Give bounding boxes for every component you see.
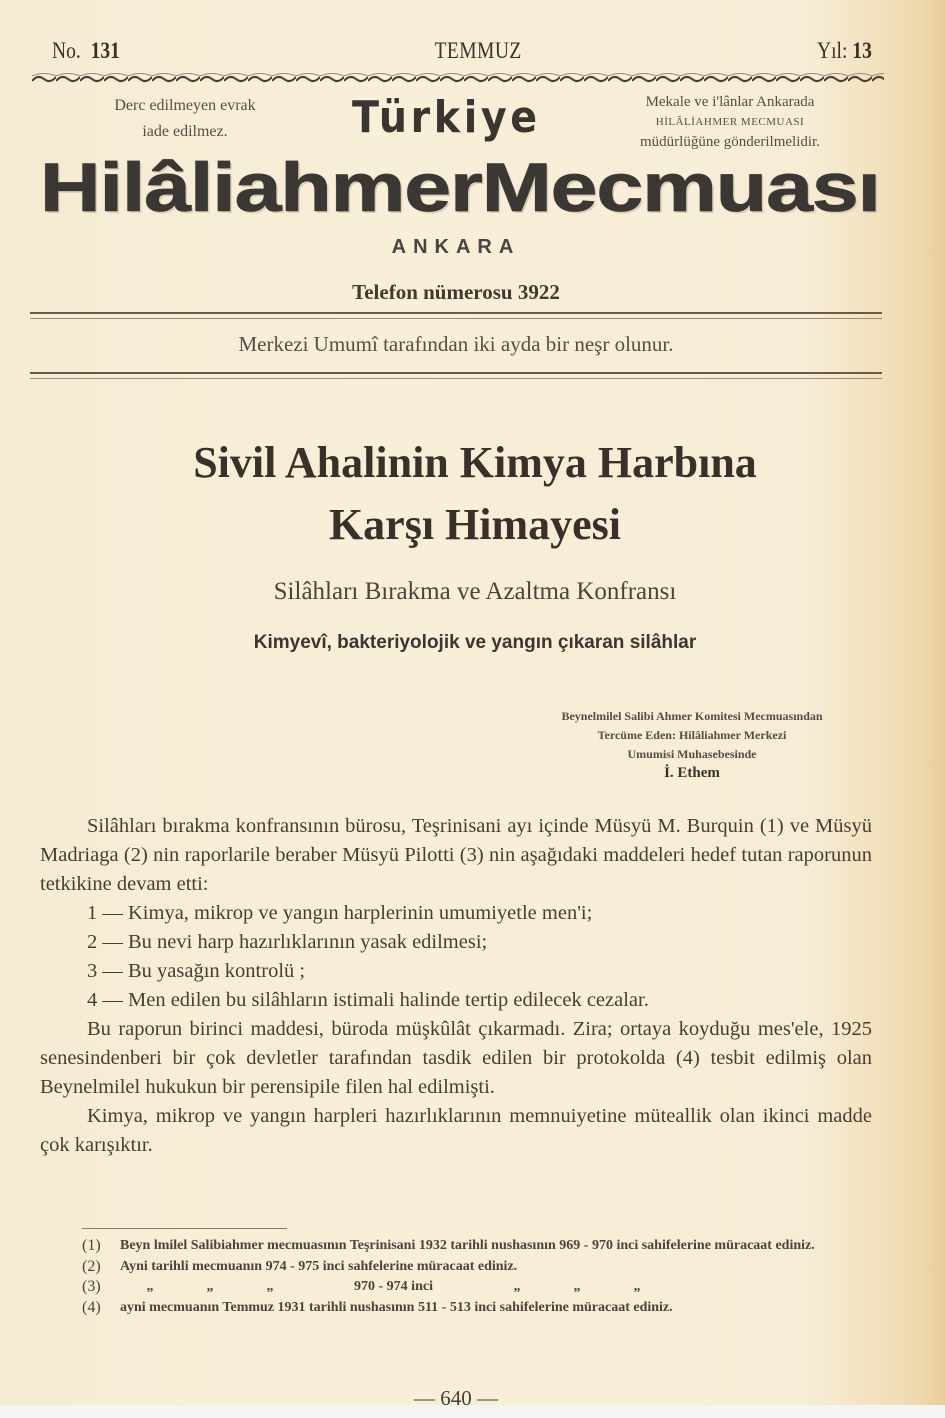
footnote: (3) „ „ „ 970 - 974 inci „ „ „	[82, 1278, 641, 1295]
footnote-divider	[82, 1228, 287, 1229]
phone-number: Telefon nümerosu 3922	[352, 280, 560, 304]
notice-right: Mekale ve i'lânlar Ankarada HİLÂLİAHMER MECMUASI müdürlüğüne gönderilmelidir.	[640, 94, 820, 150]
issue-number: No. 131	[52, 38, 120, 63]
divider-rule	[30, 312, 882, 319]
list-item: 2 — Bu nevi harp hazırlıklarının yasak edilmesi;	[87, 931, 488, 953]
list-item: 1 — Kimya, mikrop ve yangın harplerinin umumiyetle men'i;	[87, 902, 593, 924]
list-item: 4 — Men edilen bu silâhların istimali halinde tertip edilecek cezalar.	[87, 989, 649, 1011]
publication-note: Merkezi Umumî tarafından iki ayda bir neşr olunur.	[238, 332, 674, 356]
notice-left: Derc edilmeyen evrak iade edilmez.	[114, 97, 256, 140]
footnote: (4) ayni mecmuanın Temmuz 1931 tarihli nushasının 511 - 513 inci sahifelerine müracaat ediniz.	[82, 1298, 673, 1316]
article-subtitle: Silâhları Bırakma ve Azaltma Konfransı	[273, 578, 677, 605]
country-title: Türkiye	[352, 92, 541, 143]
footnote: (2) Ayni tarihli mecmuanın 974 - 975 inci sahfelerine müracaat ediniz.	[82, 1257, 518, 1275]
masthead-top-row	[52, 38, 872, 66]
article-credits: Beynelmilel Salibi Ahmer Komitesi Mecmuasından Tercüme Eden: Hilâliahmer Merkezi Umumisi Muhasebesinde İ. Ethem	[492, 707, 892, 783]
footnotes	[82, 1236, 882, 1318]
paragraph: Bu raporun birinci maddesi, büroda müşkûlât çıkarmadı. Zira; ortaya koyduğu mes'ele, 1925 senesindenberi bir çok devletler tarafından tasdik edilen bir protokolda (4) tesbit edilmiş olan Beynelmilel hukukun bir perensipile filen hal edilmişti.	[40, 1018, 872, 1098]
issue-month: TEMMUZ	[434, 38, 522, 63]
issue-year: Yıl: 13	[817, 38, 872, 63]
list-item: 3 — Bu yasağın kontrolü ;	[87, 960, 306, 982]
paragraph: Silâhları bırakma konfransının bürosu, Teşrinisani ayı içinde Müsyü M. Burquin (1) ve Müsyü Madriaga (2) nin raporlarile beraber Müsyü Pilotti (3) nin aşağıdaki maddeleri hedef tutan raporunun tetkikine devam etti:	[40, 815, 872, 895]
article-topic: Kimyevî, bakteriyolojik ve yangın çıkaran silâhlar	[253, 632, 697, 653]
divider-rule	[30, 372, 882, 379]
magazine-title: HilâliahmerMecmuası	[39, 148, 881, 226]
ornamental-border	[32, 72, 884, 84]
article-body	[40, 812, 872, 1160]
city-label: ANKARA	[391, 236, 521, 258]
article-title: Sivil Ahalinin Kimya Harbına Karşı Himayesi	[193, 438, 757, 549]
page-number: — 640 —	[414, 1386, 498, 1410]
footnote: (1) Beyn lmilel Salibiahmer mecmuasının Teşrinisani 1932 tarihli nushasının 969 - 970 inci sahifelerine müracaat ediniz.	[82, 1237, 815, 1254]
paragraph: Kimya, mikrop ve yangın harpleri hazırlıklarının memnuiyetine müteallik olan ikinci madde çok karışıktır.	[40, 1105, 872, 1156]
author-name: İ. Ethem	[664, 765, 720, 781]
